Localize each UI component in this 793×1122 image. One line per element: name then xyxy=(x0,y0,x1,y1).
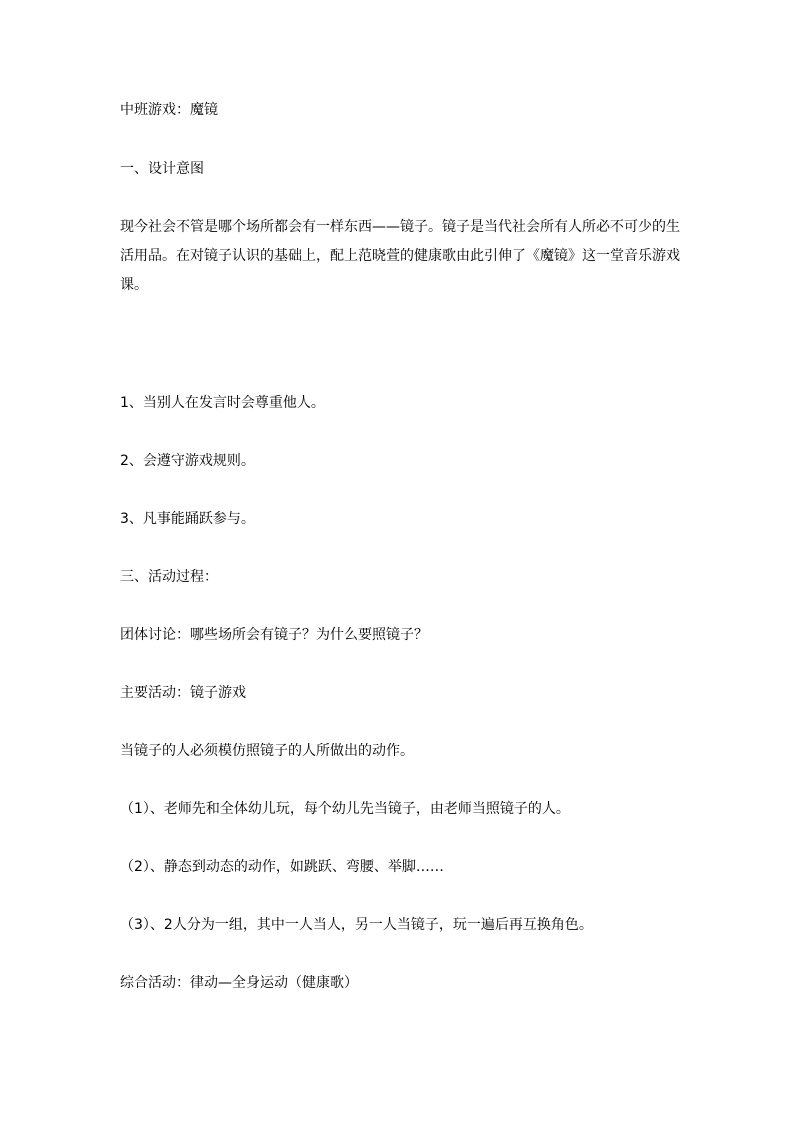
game-rule: 当镜子的人必须模仿照镜子的人所做出的动作。 xyxy=(120,743,414,759)
intro-line: 课。 xyxy=(120,277,148,293)
step-item: （2）、静态到动态的动作，如跳跃、弯腰、举脚…… xyxy=(120,859,444,875)
intro-line: 活用品。在对镜子认识的基础上，配上范晓萱的健康歌由此引伸了《魔镜》这一堂音乐游戏 xyxy=(120,248,680,264)
document-title: 中班游戏：魔镜 xyxy=(120,102,218,118)
main-activity: 主要活动：镜子游戏 xyxy=(120,685,246,701)
step-item: （1）、老师先和全体幼儿玩，每个幼儿先当镜子，由老师当照镜子的人。 xyxy=(120,801,570,817)
group-discussion: 团体讨论：哪些场所会有镜子？为什么要照镜子？ xyxy=(120,627,428,643)
intro-paragraph xyxy=(120,213,680,300)
combined-activity: 综合活动：律动—全身运动（健康歌） xyxy=(120,975,358,991)
goal-item: 1、当别人在发言时会尊重他人。 xyxy=(120,395,325,411)
goal-item: 2、会遵守游戏规则。 xyxy=(120,453,255,469)
section-heading-design-intent: 一、设计意图 xyxy=(120,161,204,177)
intro-line: 现今社会不管是哪个场所都会有一样东西——镜子。镜子是当代社会所有人所必不可少的生 xyxy=(120,219,680,235)
section-heading-activity-process: 三、活动过程： xyxy=(120,569,218,585)
step-item: （3）、2人分为一组，其中一人当人，另一人当镜子，玩一遍后再互换角色。 xyxy=(120,917,593,933)
goal-item: 3、凡事能踊跃参与。 xyxy=(120,511,255,527)
